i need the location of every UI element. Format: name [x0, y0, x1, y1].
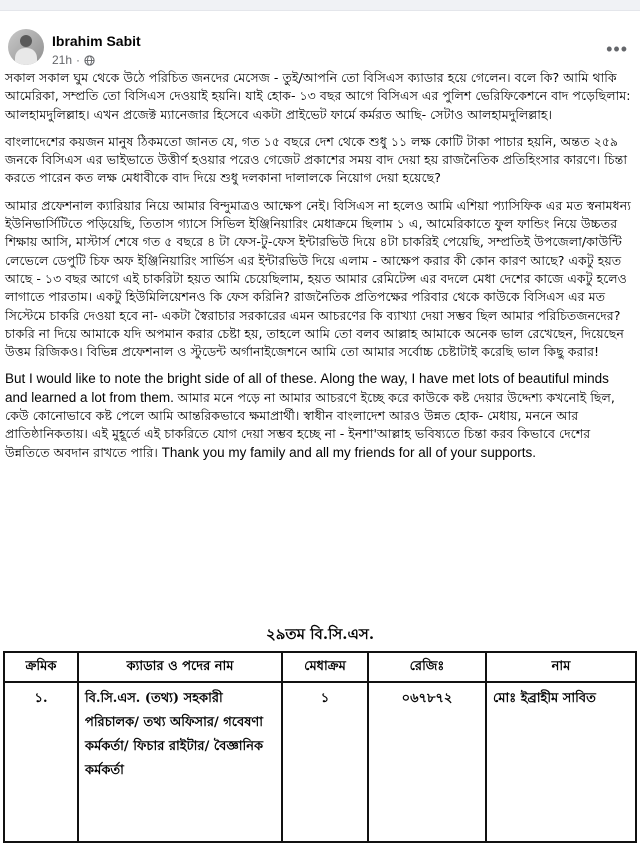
attached-document-image[interactable]: [0, 615, 640, 853]
table-row: [4, 682, 636, 842]
post-meta: [52, 53, 95, 67]
post-header: [0, 11, 640, 69]
cadre-table: [3, 651, 637, 843]
table-header-row: [4, 652, 636, 682]
avatar-body-shape: [15, 48, 37, 65]
globe-icon: [84, 55, 95, 66]
avatar-head-shape: [20, 35, 32, 47]
post-paragraph-3: আমার প্রফেশনাল ক্যারিয়ার নিয়ে আমার বিন্দুমাত্রও আক্ষেপ নেই। বিসিএস না হলেও আমি এশিয়া প্যাসিফিক এর মত স্বনামধন্য ইউনিভার্সিটিতে পড়িয়েছি, তিতাস গ্যাসে সিভিল ইঞ্জিনিয়ারিং মেধাক্রমে ছিলাম ১ এ, আমেরিকাতে ফুল ফান্ডিং নিয়ে উচ্চতর শিক্ষায় আসি, মাস্টার্স শেষে গত ৫ বছরে ৪ টা ফেস-টু-ফেস ইন্টারভিউ দিয়ে ৪টা চাকরিই পেয়েছি, সম্প্রতিই উপজেলা/কাউন্টি লেভেলে ডেপুটি চিফ অফ ইঞ্জিনিয়ারিং সার্ভিস এর ইন্টারভিউ দিয়ে এলাম - আক্ষেপ করার কী কোন কারণ আছে? একটু হয়ত আছে - ১৩ বছর আগে এই চাকরিটা হয়ত আমি চেয়েছিলাম, হয়ত আমার রেমিটেন্স এর বদলে মেধা দেশের কাজে একটু হলেও লাগাতে পারতাম। একটু হিউমিলিয়েশনও কি ফেস করিনি? রাজনৈতিক প্রতিপক্ষের পরিবার থেকে কাউকে বিসিএস এর মত সিস্টেমে চাকরি দেওয়া হবে না- একটা স্বৈরাচার সরকারের এমন আচরণের কি ব্যাখ্যা দেয়া সম্ভব ছিল আমার পরিচিতজনদের? চাকরি না দিয়ে আমাকে যদি অপমান করার চেষ্টা হয়, তাহলে আমি তো বলব আল্লাহ আমাকে অনেক ভাল রেখেছেন, দিয়েছেন উত্তম রিজিকও। বিভিন্ন প্রফেশনাল ও স্টুডেন্ট অর্গানাইজেশনে আমি তো আমার সর্বোচ্চ চেষ্টাটাই করেছি ভাল কিছু করার!: [5, 197, 631, 360]
more-options-icon[interactable]: •••: [606, 39, 628, 59]
author-name[interactable]: Ibrahim Sabit: [52, 33, 141, 49]
header-serial: ক্রমিক: [4, 652, 78, 682]
post-paragraph-2: বাংলাদেশের কয়জন মানুষ ঠিকমতো জানত যে, গত ১৫ বছরে দেশ থেকে শুধু ১১ লক্ষ কোটি টাকা পাচার হয়নি, অন্তত ২৫৯ জনকে বিসিএস এর ভাইভাতে উত্তীর্ণ হওয়ার পরেও গেজেট প্রকাশের সময় বাদ দেয়া হয় রাজনৈতিক প্রতিহিংসার কারণে। চিন্তা করতে পারেন কত লক্ষ মেধাবীকে বাদ দিয়ে শুধু দলকানা দালালকে নিয়োগ দেয়া হয়েছে?: [5, 133, 628, 186]
closing-english: But I would like to note the bright side of all of these. Along the way, I have met lots of beautiful minds and learned a lot from them.: [5, 371, 609, 405]
cell-reg: ০৬৭৮৭২: [368, 682, 486, 842]
top-strip: [0, 0, 640, 11]
cell-cadre: বি.সি.এস. (তথ্য) সহকারী পরিচালক/ তথ্য অফিসার/ গবেষণা কর্মকর্তা/ ফিচার রাইটার/ বৈজ্ঞানিক কর্মকর্তা: [78, 682, 282, 842]
header-name: নাম: [486, 652, 636, 682]
meta-separator: ·: [76, 53, 81, 67]
header-merit: মেধাক্রম: [282, 652, 368, 682]
cell-name: মোঃ ইব্রাহীম সাবিত: [486, 682, 636, 842]
document-title: ২৯তম বি.সি.এস.: [265, 625, 375, 643]
post-body: [0, 69, 640, 462]
header-cadre: ক্যাডার ও পদের নাম: [78, 652, 282, 682]
cell-merit: ১: [282, 682, 368, 842]
cell-serial: ১.: [4, 682, 78, 842]
profile-avatar[interactable]: [8, 29, 44, 65]
closing-thanks: Thank you my family and all my friends for all of your supports.: [161, 444, 537, 460]
post-paragraph-4: [5, 370, 635, 461]
post-paragraph-1: সকাল সকাল ঘুম থেকে উঠে পরিচিত জনদের মেসেজ - তুই/আপনি তো বিসিএস ক্যাডার হয়ে গেলেন। বলে কি? আমি থাকি আমেরিকা, সম্প্রতি তো বিসিএস দেওয়াই হয়নি। যাই হোক- ১৩ বছর আগে বিসিএস এর পুলিশ ভেরিফিকেশনে বাদ পড়েছিলাম: আলহামদুলিল্লাহ। এখন প্রজেক্ট ম্যানেজার হিসেবে একটা প্রাইভেট ফার্মে কর্মরত আছি- সেটাও আলহামদুলিল্লাহ।: [5, 70, 631, 122]
header-reg: রেজিঃ: [368, 652, 486, 682]
post-timestamp[interactable]: 21h: [52, 53, 73, 67]
closing-bangla: আমার মনে পড়ে না আমার আচরণে ইচ্ছে করে কাউকে কষ্ট দেয়ার উদ্দেশ্য কখনোই ছিল, কেউ কোনোভাবে কষ্ট পেলে আমি আন্তরিকভাবে ক্ষমাপ্রার্থী। স্বাধীন বাংলাদেশ আরও উন্নত হোক- মেধায়, মননে আর প্রাতিষ্ঠানিকতায়। এই মুহূর্তে এই চাকরিতে যোগ দেয়া সম্ভব হচ্ছে না - ইনশা'আল্লাহ ভবিষ্যতে চিন্তা করব কিভাবে দেশের উন্নতিতে অবদান রাখতে পারি।: [5, 389, 615, 460]
